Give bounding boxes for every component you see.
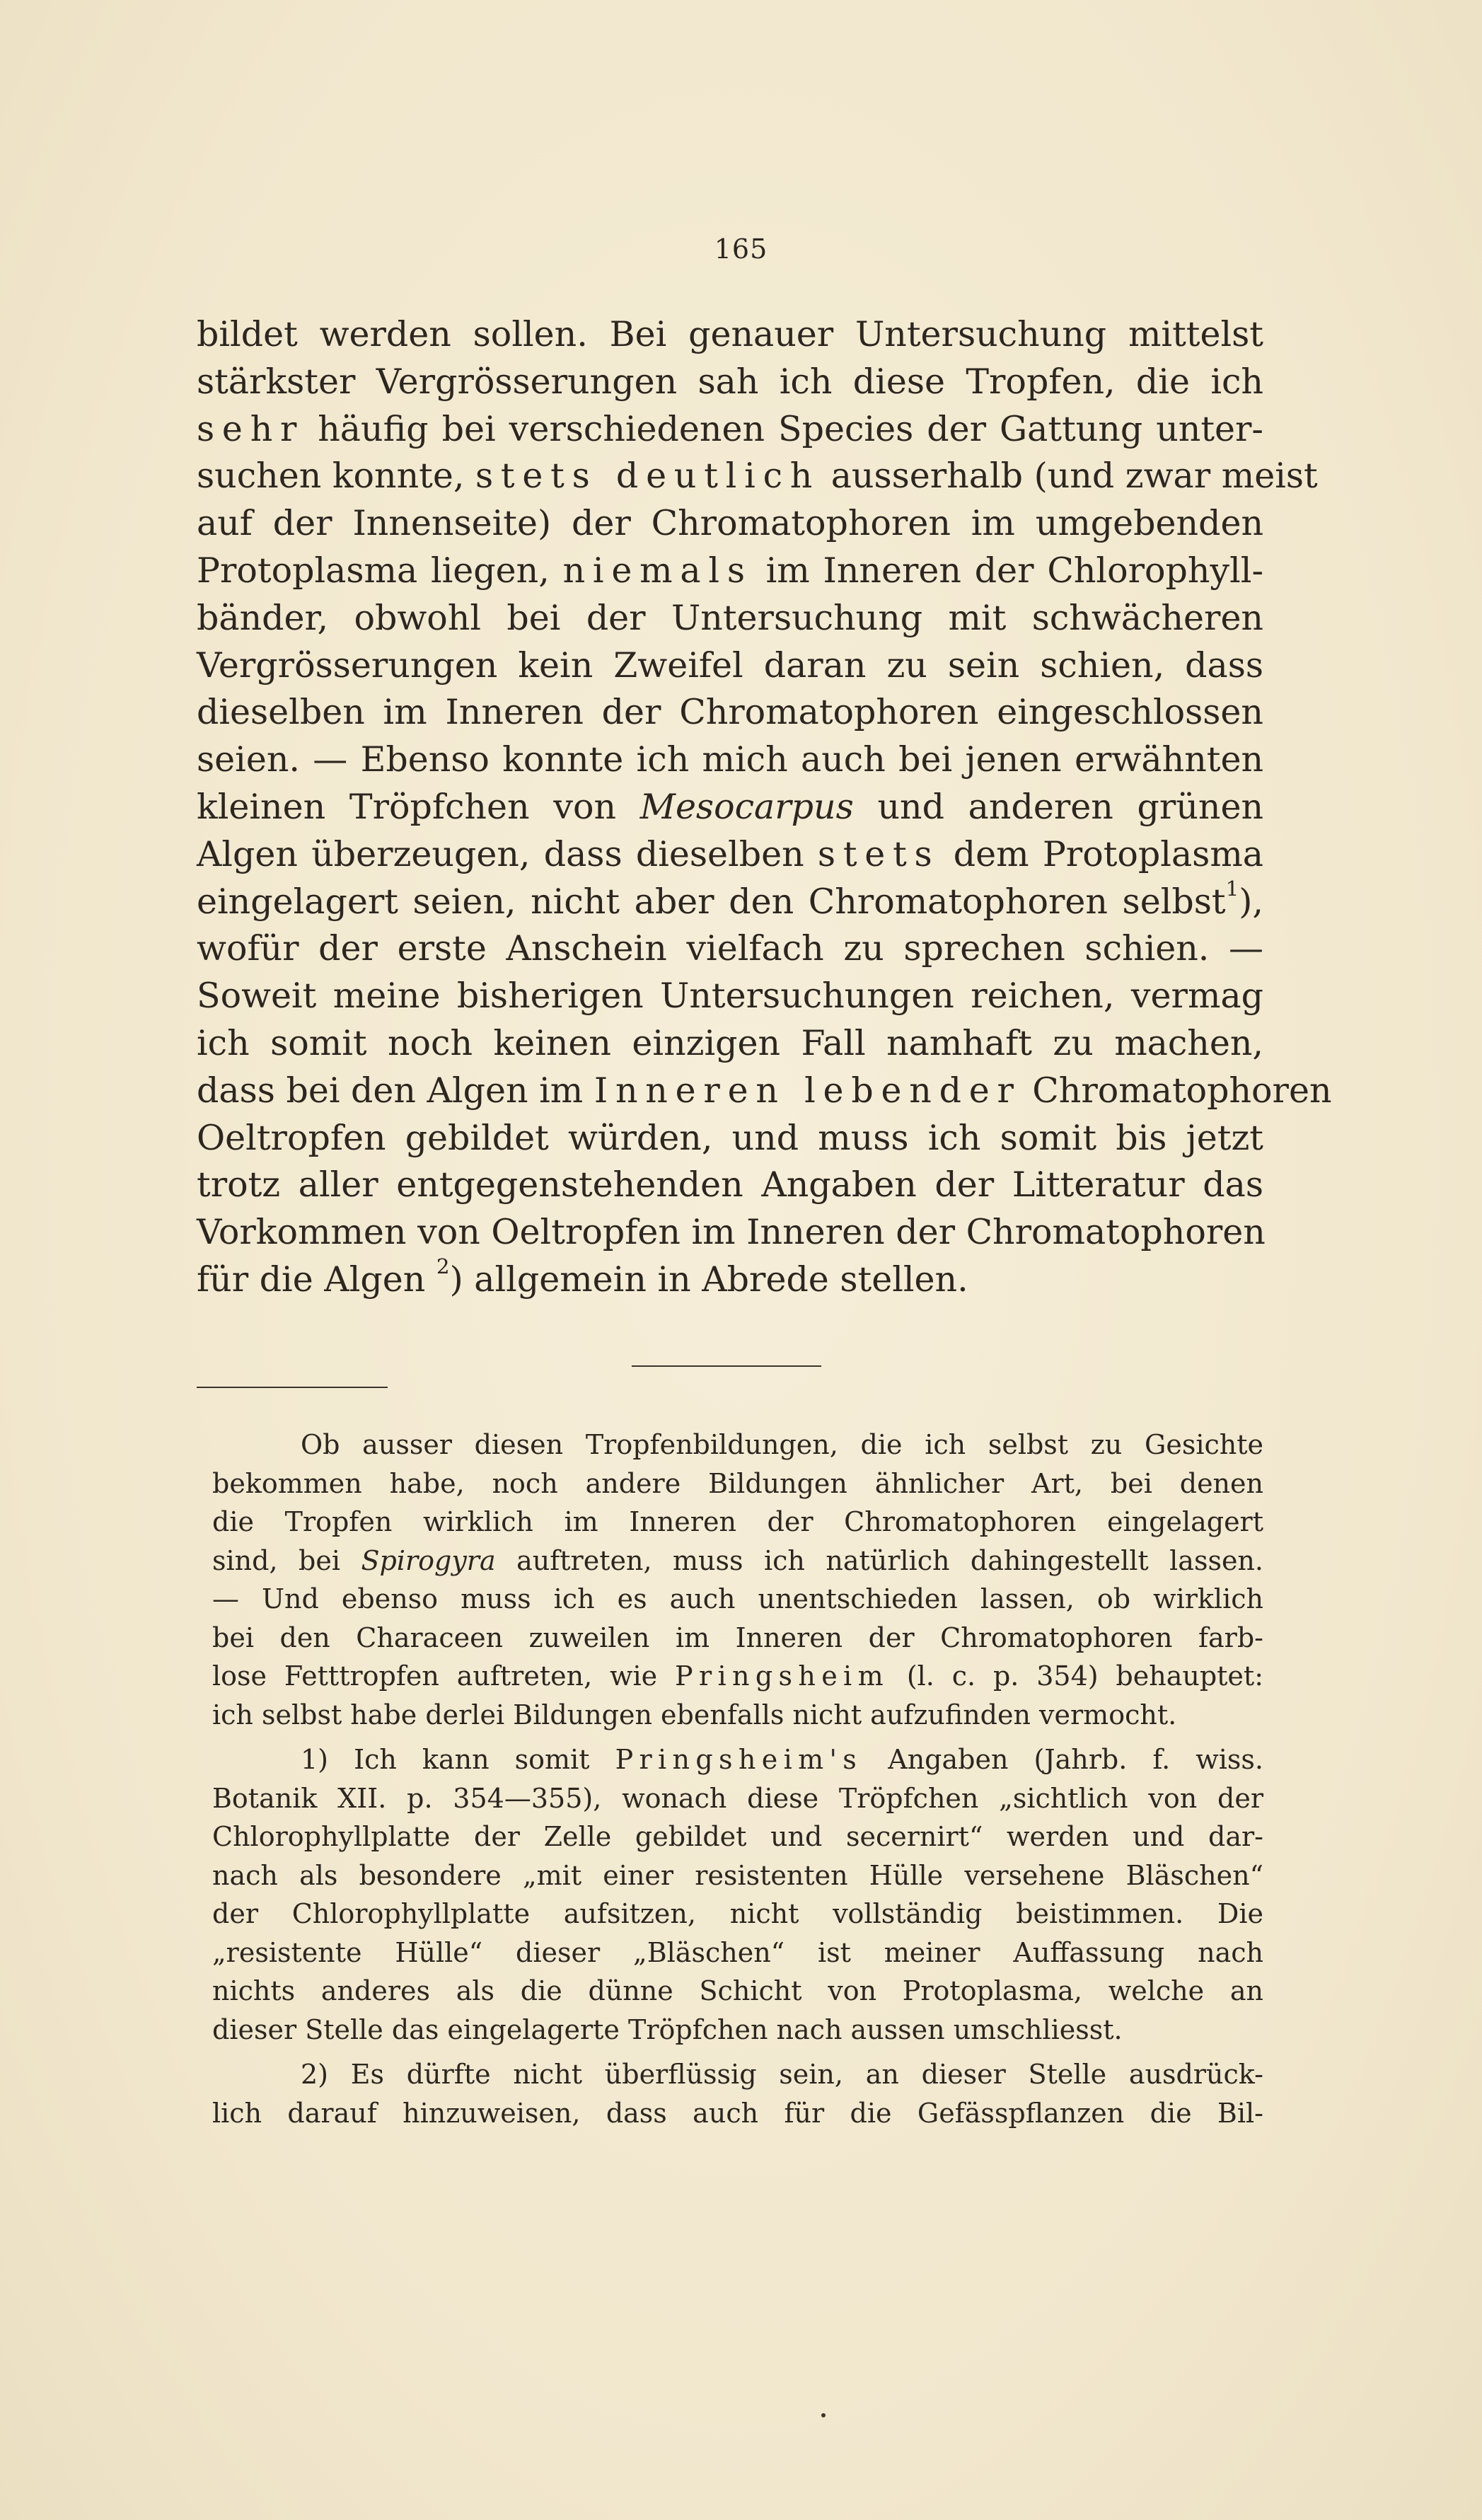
text-line	[197, 831, 1263, 879]
text-line: seien. — Ebenso konnte ich mich auch bei jenen erwähnten	[197, 739, 1263, 780]
text-segment: auftreten, muss ich natürlich dahingestellt lassen.	[495, 1544, 1263, 1576]
text-segment: dass bei den Algen im	[197, 1070, 594, 1111]
footnotes	[212, 1426, 1263, 2132]
text-line: wofür der erste Anschein vielfach zu sprechen schien. —	[197, 928, 1263, 969]
text-line: Vorkommen von Oeltropfen im Inneren der Chromatophoren	[197, 1212, 1266, 1253]
footnote-line	[212, 1542, 1263, 1580]
footnote-line: Chlorophyllplatte der Zelle gebildet und secernirt“ werden und dar-	[212, 1821, 1263, 1852]
print-speck	[821, 2413, 826, 2417]
text-segment: ),	[1239, 881, 1263, 922]
footnote-line	[212, 1657, 1263, 1696]
emphasized-spaced-text: stets deutlich	[475, 456, 821, 497]
text-line: Oeltropfen gebildet würden, und muss ich somit bis jetzt	[197, 1117, 1263, 1158]
footnote-line: dieser Stelle das eingelagerte Tröpfchen nach aussen umschliesst.	[212, 2013, 1123, 2045]
emphasized-spaced-text: Pringsheim	[675, 1660, 889, 1692]
text-segment: für die Algen	[197, 1259, 436, 1300]
footnote-line: lich darauf hinzuweisen, dass auch für die Gefässpflanzen die Bil-	[212, 2097, 1263, 2129]
page-number: 165	[714, 233, 768, 265]
footnote-reference: 1	[1225, 876, 1239, 901]
footnote-separator-rule	[197, 1387, 388, 1388]
text-line: bänder, obwohl bei der Untersuchung mit schwächeren	[197, 597, 1263, 638]
text-line: stärkster Vergrösserungen sah ich diese Tropfen, die ich	[197, 361, 1263, 402]
text-line	[197, 1256, 1263, 1304]
section-separator-rule	[632, 1365, 821, 1367]
footnote-line: — Und ebenso muss ich es auch unentschieden lassen, ob wirklich	[212, 1583, 1263, 1614]
text-segment: Angaben (Jahrb. f. wiss.	[862, 1744, 1263, 1775]
text-segment: 1) Ich kann somit	[301, 1744, 615, 1775]
text-line: dieselben im Inneren der Chromatophoren eingeschlossen	[197, 692, 1263, 733]
text-line	[197, 453, 1318, 500]
text-line: bildet werden sollen. Bei genauer Untersuchung mittelst	[197, 314, 1263, 354]
text-segment: (l. c. p. 354) behauptet:	[888, 1660, 1263, 1692]
footnote-line: nichts anderes als die dünne Schicht von Protoplasma, welche an	[212, 1975, 1263, 2006]
footnote-line: der Chlorophyllplatte aufsitzen, nicht vollständig beistimmen. Die	[212, 1898, 1263, 1929]
text-line: trotz aller entgegenstehenden Angaben der Litteratur das	[197, 1164, 1263, 1206]
text-segment: eingelagert seien, nicht aber den Chromatophoren selbst	[197, 881, 1226, 922]
footnote-reference: 2	[436, 1254, 450, 1278]
footnote-line: nach als besondere „mit einer resistenten Hülle versehene Bläschen“	[212, 1859, 1263, 1891]
text-segment: Algen überzeugen, dass dieselben	[197, 833, 818, 874]
emphasized-spaced-text: stets	[817, 833, 940, 874]
footnote-line: bei den Characeen zuweilen im Inneren der Chromatophoren farb-	[212, 1622, 1263, 1653]
footnote-line: bekommen habe, noch andere Bildungen ähnlicher Art, bei denen	[212, 1467, 1263, 1499]
emphasized-spaced-text: niemals	[562, 550, 753, 591]
text-segment: suchen konnte,	[197, 456, 475, 497]
text-segment: Chromatophoren	[1021, 1070, 1332, 1111]
italic-term: Mesocarpus	[639, 786, 854, 827]
text-line: Soweit meine bisherigen Untersuchungen reichen, vermag	[197, 976, 1263, 1017]
text-segment: ) allgemein in Abrede stellen.	[449, 1259, 968, 1300]
emphasized-spaced-text: sehr	[197, 408, 305, 449]
footnote-line: Botanik XII. p. 354—355), wonach diese Tröpfchen „sichtlich von der	[212, 1782, 1263, 1814]
text-segment: ausserhalb (und zwar meist	[820, 456, 1318, 497]
text-line: ich somit noch keinen einzigen Fall namhaft zu machen,	[197, 1022, 1263, 1063]
text-segment: Protoplasma liegen,	[197, 550, 563, 591]
text-line	[197, 784, 1263, 831]
text-line	[197, 406, 1263, 453]
text-segment: lose Fetttropfen auftreten, wie	[212, 1660, 676, 1692]
text-line	[197, 548, 1263, 595]
text-segment: und anderen grünen	[853, 786, 1263, 827]
footnote-line: Ob ausser diesen Tropfenbildungen, die ich selbst zu Gesichte	[301, 1429, 1263, 1460]
italic-term: Spirogyra	[361, 1544, 496, 1576]
main-body-text	[197, 311, 1332, 1304]
text-line: Vergrösserungen kein Zweifel daran zu sein schien, dass	[197, 645, 1263, 686]
text-segment: sind, bei	[212, 1544, 361, 1576]
text-segment: dem Protoplasma	[939, 833, 1263, 874]
emphasized-spaced-text: Inneren lebender	[594, 1070, 1021, 1111]
footnote-line: die Tropfen wirklich im Inneren der Chromatophoren eingelagert	[212, 1506, 1263, 1537]
footnote-line	[212, 1740, 1263, 1779]
text-segment: häufig bei verschiedenen Species der Gattung unter-	[304, 408, 1263, 449]
footnote-line: 2) Es dürfte nicht überflüssig sein, an dieser Stelle ausdrück-	[301, 2059, 1263, 2090]
text-line	[197, 876, 1263, 926]
text-segment: im Inneren der Chlorophyll-	[752, 550, 1263, 591]
text-line: auf der Innenseite) der Chromatophoren im umgebenden	[197, 503, 1263, 544]
emphasized-spaced-text: Pringsheim's	[615, 1744, 863, 1775]
footnote-line: ich selbst habe derlei Bildungen ebenfalls nicht aufzufinden vermocht.	[212, 1699, 1177, 1730]
text-line	[197, 1068, 1332, 1115]
text-segment: kleinen Tröpfchen von	[197, 786, 640, 827]
footnote-line: „resistente Hülle“ dieser „Bläschen“ ist meiner Auffassung nach	[212, 1936, 1263, 1968]
